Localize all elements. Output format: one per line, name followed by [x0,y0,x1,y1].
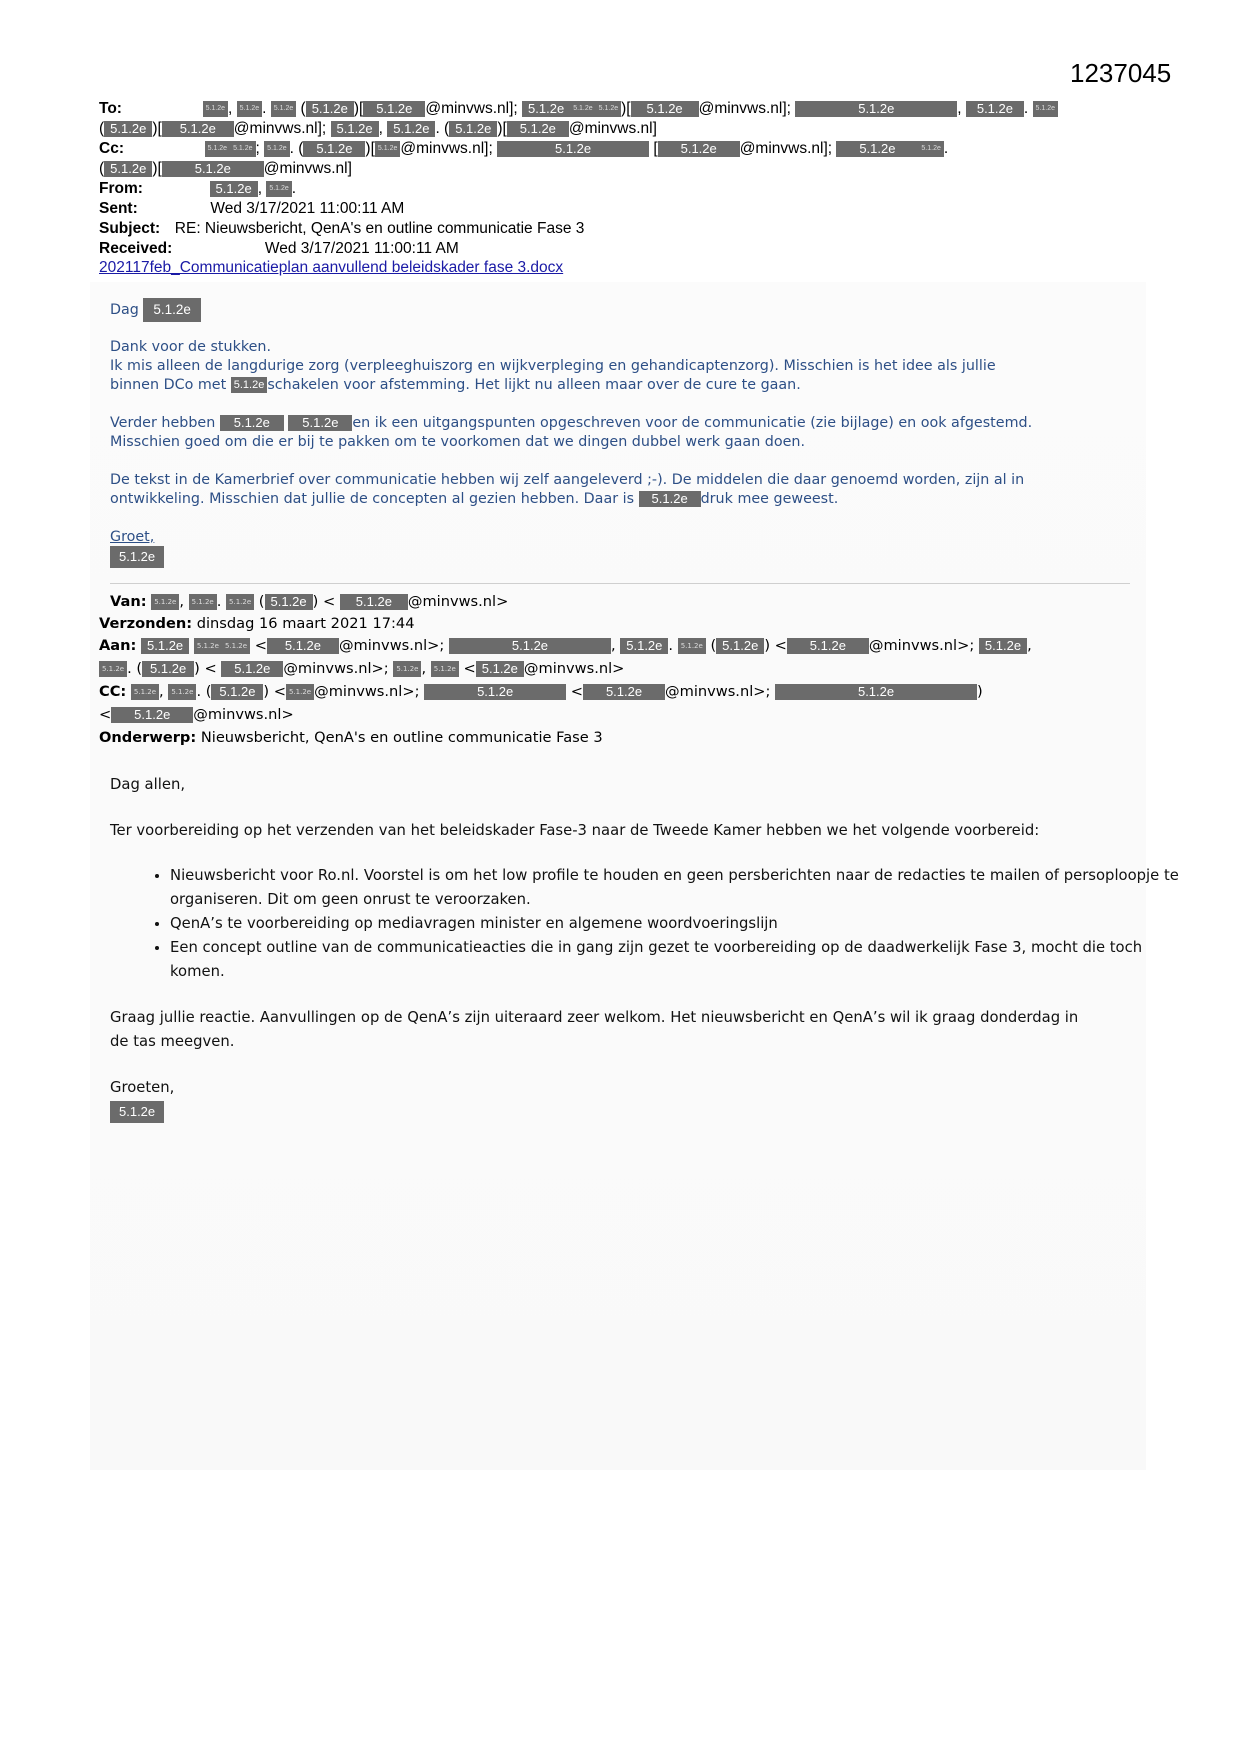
redaction: 5.1.2e [111,707,193,723]
email-domain: @minvws.nl] [568,120,657,137]
fwd-sign: Groeten, [110,1079,175,1096]
verzonden-label: Verzonden: [99,615,193,632]
reply-text: ontwikkeling. Misschien dat jullie de concepten al gezien hebben. Daar is [110,491,635,507]
fwd-intro: Ter voorbereiding op het verzenden van het beleidskader Fase-3 naar de Tweede Kamer hebben we het volgende voorbereid: [110,822,1040,839]
to-line-2: ( 5.1.2e )[ 5.1.2e @minvws.nl]; 5.1.2e , 5.1.2e . ( 5.1.2e )[ 5.1.2e @minvws.nl] [99,120,657,137]
redaction: 5.1.2e [142,661,194,677]
reply-text: druk mee geweest. [700,491,839,507]
reply-greeting-line [110,298,201,322]
redaction: 5.1.2e [211,684,263,700]
redaction: 5.1.2e [141,638,189,654]
redaction: 5.1.2e [775,684,977,700]
redaction: 5.1.2e [222,638,250,654]
redaction: 5.1.2e [836,141,918,157]
reply-text: binnen DCo met [110,377,227,393]
redaction: 5.1.2e [449,121,497,137]
redaction: 5.1.2e [168,684,196,700]
redaction: 5.1.2e [271,101,296,117]
email-domain: @minvws.nl]; [400,140,493,157]
bullet-item: • QenA’s te voorbereiding op mediavragen minister en algemene woordvoeringslijn [170,912,1180,936]
to-line: To: 5.1.2e , 5.1.2e . 5.1.2e ( 5.1.2e )[ 5.1.2e @minvws.nl]; 5.1.2e 5.1.2e 5.1.2e )[ 5.1.2e @minvws.nl]; 5.1.2e , 5.1.2e . 5.1.2e [99,99,1058,119]
redaction: 5.1.2e [264,141,289,157]
redaction: 5.1.2e [189,594,217,610]
van-label: Van: [110,593,147,610]
cc-label: Cc: [99,140,124,157]
sent-value: Wed 3/17/2021 11:00:11 AM [210,200,405,217]
redaction: 5.1.2e [918,141,943,157]
verzonden-value: dinsdag 16 maart 2021 17:44 [196,615,415,632]
fwd-van-line: Van: 5.1.2e , 5.1.2e . 5.1.2e ( 5.1.2e ) < 5.1.2e @minvws.nl> [110,593,509,610]
cc-fwd-label: CC: [99,683,127,700]
onderwerp-value: Nieuwsbericht, QenA's en outline communicatie Fase 3 [200,729,603,746]
redaction: 5.1.2e [387,121,435,137]
aan-label: Aan: [99,637,137,654]
onderwerp-label: Onderwerp: [99,729,197,746]
bullet-item: • Nieuwsbericht voor Ro.nl. Voorstel is om het low profile te houden en geen persberichten naar de redacties te mailen of persoploopje te organiseren. Dit om geen onrust te veroorzaken. [170,864,1180,912]
reply-line [110,490,838,509]
redaction: 5.1.2e [210,181,258,197]
redaction: 5.1.2e [220,415,284,431]
email: @minvws.nl>; [665,683,771,700]
fwd-verzonden-line [99,614,415,634]
email-domain: @minvws.nl]; [233,120,327,137]
email-domain: @minvws.nl]; [698,100,791,117]
redaction: 5.1.2e [104,121,152,137]
redaction: 5.1.2e [631,101,699,117]
redaction: 5.1.2e [979,638,1027,654]
reply-text: Verder hebben [110,415,216,431]
redaction: 5.1.2e [787,638,869,654]
redaction: 5.1.2e [226,594,254,610]
redaction: 5.1.2e [288,415,352,431]
sent-label: Sent: [99,200,138,217]
reply-line [110,414,1032,433]
redaction: 5.1.2e [620,638,668,654]
bullet-item: • Een concept outline van de communicatieacties die in gang zijn gezet te voorbereiding op de daadwerkelijk Fase 3, mocht die toch komen. [170,936,1180,984]
redaction: 5.1.2e [331,121,379,137]
redaction: 5.1.2e [497,141,649,157]
redaction: 5.1.2e [375,141,400,157]
redaction: 5.1.2e [221,661,283,677]
document-number: 1237045 [1070,58,1172,88]
received-value: Wed 3/17/2021 11:00:11 AM [264,240,459,257]
redaction: 5.1.2e [716,638,764,654]
subject-label: Subject: [99,220,161,237]
redaction: 5.1.2e [639,491,701,507]
email-domain: @minvws.nl] [263,160,352,177]
reply-line [110,376,801,395]
redaction: 5.1.2e [231,377,268,393]
from-line: From: 5.1.2e , 5.1.2e . [99,180,297,197]
email-domain: @minvws.nl]; [425,100,518,117]
reply-signature [110,546,164,568]
van-email: @minvws.nl> [407,593,509,610]
redaction: 5.1.2e [583,684,665,700]
redaction: 5.1.2e [678,638,706,654]
to-label: To: [99,100,122,117]
redaction: 5.1.2e [237,101,262,117]
redaction: 5.1.2e [110,1101,164,1123]
email: @minvws.nl>; [868,637,975,654]
redaction: 5.1.2e [162,121,234,137]
subject-line [99,219,584,239]
redaction: 5.1.2e [267,638,339,654]
redaction: 5.1.2e [393,661,421,677]
from-label: From: [99,180,143,197]
reply-greeting: Dag [110,302,139,318]
cc-line-2: ( 5.1.2e )[ 5.1.2e @minvws.nl] [99,160,352,177]
redaction: 5.1.2e [507,121,569,137]
email-domain: @minvws.nl]; [739,140,833,157]
redaction: 5.1.2e [104,161,152,177]
reply-text: en ik een uitgangspunten opgeschreven voor de communicatie (zie bijlage) en ook afgestemd. [352,415,1033,431]
fwd-closing-line: Graag jullie reactie. Aanvullingen op de QenA’s zijn uiteraard zeer welkom. Het nieuwsbericht en QenA’s wil ik graag donderdag in [110,1009,1079,1026]
redaction: 5.1.2e [340,594,408,610]
reply-closing: Groet, [110,529,155,545]
email: @minvws.nl>; [283,660,389,677]
fwd-onderwerp-line [99,728,603,748]
redaction: 5.1.2e [522,101,570,117]
reply-line: De tekst in de Kamerbrief over communicatie hebben wij zelf aangeleverd ;-). De middelen die daar genoemd worden, zijn al in [110,472,1025,488]
redaction: 5.1.2e [658,141,740,157]
message-divider [110,583,1130,584]
redaction: 5.1.2e [596,101,621,117]
reply-text: schakelen voor afstemming. Het lijkt nu alleen maar over de cure te gaan. [267,377,801,393]
redaction: 5.1.2e [203,101,228,117]
redaction: 5.1.2e [110,546,164,568]
redaction: 5.1.2e [570,101,595,117]
fwd-cc-line-2: < 5.1.2e @minvws.nl> [99,706,294,723]
redaction: 5.1.2e [363,101,425,117]
redaction: 5.1.2e [966,101,1024,117]
redaction: 5.1.2e [306,101,354,117]
redaction: 5.1.2e [1033,101,1058,117]
received-label: Received: [99,240,173,257]
fwd-closing-line: de tas meegven. [110,1033,235,1050]
redaction: 5.1.2e [431,661,459,677]
redaction: 5.1.2e [151,594,179,610]
redaction: 5.1.2e [194,638,222,654]
attachment-link[interactable]: 202117feb_Communicatieplan aanvullend beleidskader fase 3.docx [99,259,564,276]
reply-line: Ik mis alleen de langdurige zorg (verpleeghuiszorg en wijkverpleging en gehandicaptenzorg). Misschien is het idee als jullie [110,358,996,374]
redaction: 5.1.2e [131,684,159,700]
redaction: 5.1.2e [266,181,291,197]
redaction: 5.1.2e [230,141,255,157]
redaction: 5.1.2e [424,684,566,700]
redaction: 5.1.2e [265,594,313,610]
email: @minvws.nl>; [338,637,445,654]
fwd-aan-line-2: 5.1.2e . ( 5.1.2e ) < 5.1.2e @minvws.nl>; 5.1.2e , 5.1.2e < 5.1.2e @minvws.nl> [99,659,624,679]
fwd-greeting: Dag allen, [110,776,186,793]
redaction: 5.1.2e [99,661,127,677]
email: @minvws.nl> [523,660,625,677]
redaction: 5.1.2e [303,141,365,157]
received-line [99,239,459,259]
subject-value: RE: Nieuwsbericht, QenA's en outline communicatie Fase 3 [174,220,585,237]
redaction: 5.1.2e [476,661,524,677]
redaction: 5.1.2e [795,101,957,117]
redaction: 5.1.2e [162,161,264,177]
fwd-aan-line: Aan: 5.1.2e 5.1.2e 5.1.2e < 5.1.2e @minvws.nl>; 5.1.2e , 5.1.2e . 5.1.2e ( 5.1.2e ) < 5.1.2e @minvws.nl>; 5.1.2e , [99,637,1032,654]
fwd-signature [110,1100,164,1124]
fwd-bullet-list [110,864,1180,984]
cc-line: Cc: 5.1.2e 5.1.2e ; 5.1.2e . ( 5.1.2e )[ 5.1.2e @minvws.nl]; 5.1.2e [ 5.1.2e @minvws.nl]; 5.1.2e 5.1.2e . [99,140,949,157]
reply-line: Dank voor de stukken. [110,339,272,355]
redaction: 5.1.2e [286,684,314,700]
redaction: 5.1.2e [205,141,230,157]
sent-line [99,199,404,219]
reply-line: Misschien goed om die er bij te pakken om te voorkomen dat we dingen dubbel werk gaan doen. [110,434,806,450]
redaction: 5.1.2e [449,638,611,654]
email: @minvws.nl> [193,706,294,723]
email: @minvws.nl>; [314,683,420,700]
redaction: 5.1.2e [143,298,201,322]
fwd-cc-line: CC: 5.1.2e , 5.1.2e . ( 5.1.2e ) < 5.1.2e @minvws.nl>; 5.1.2e < 5.1.2e @minvws.nl>; 5.1.2e ) [99,683,983,700]
